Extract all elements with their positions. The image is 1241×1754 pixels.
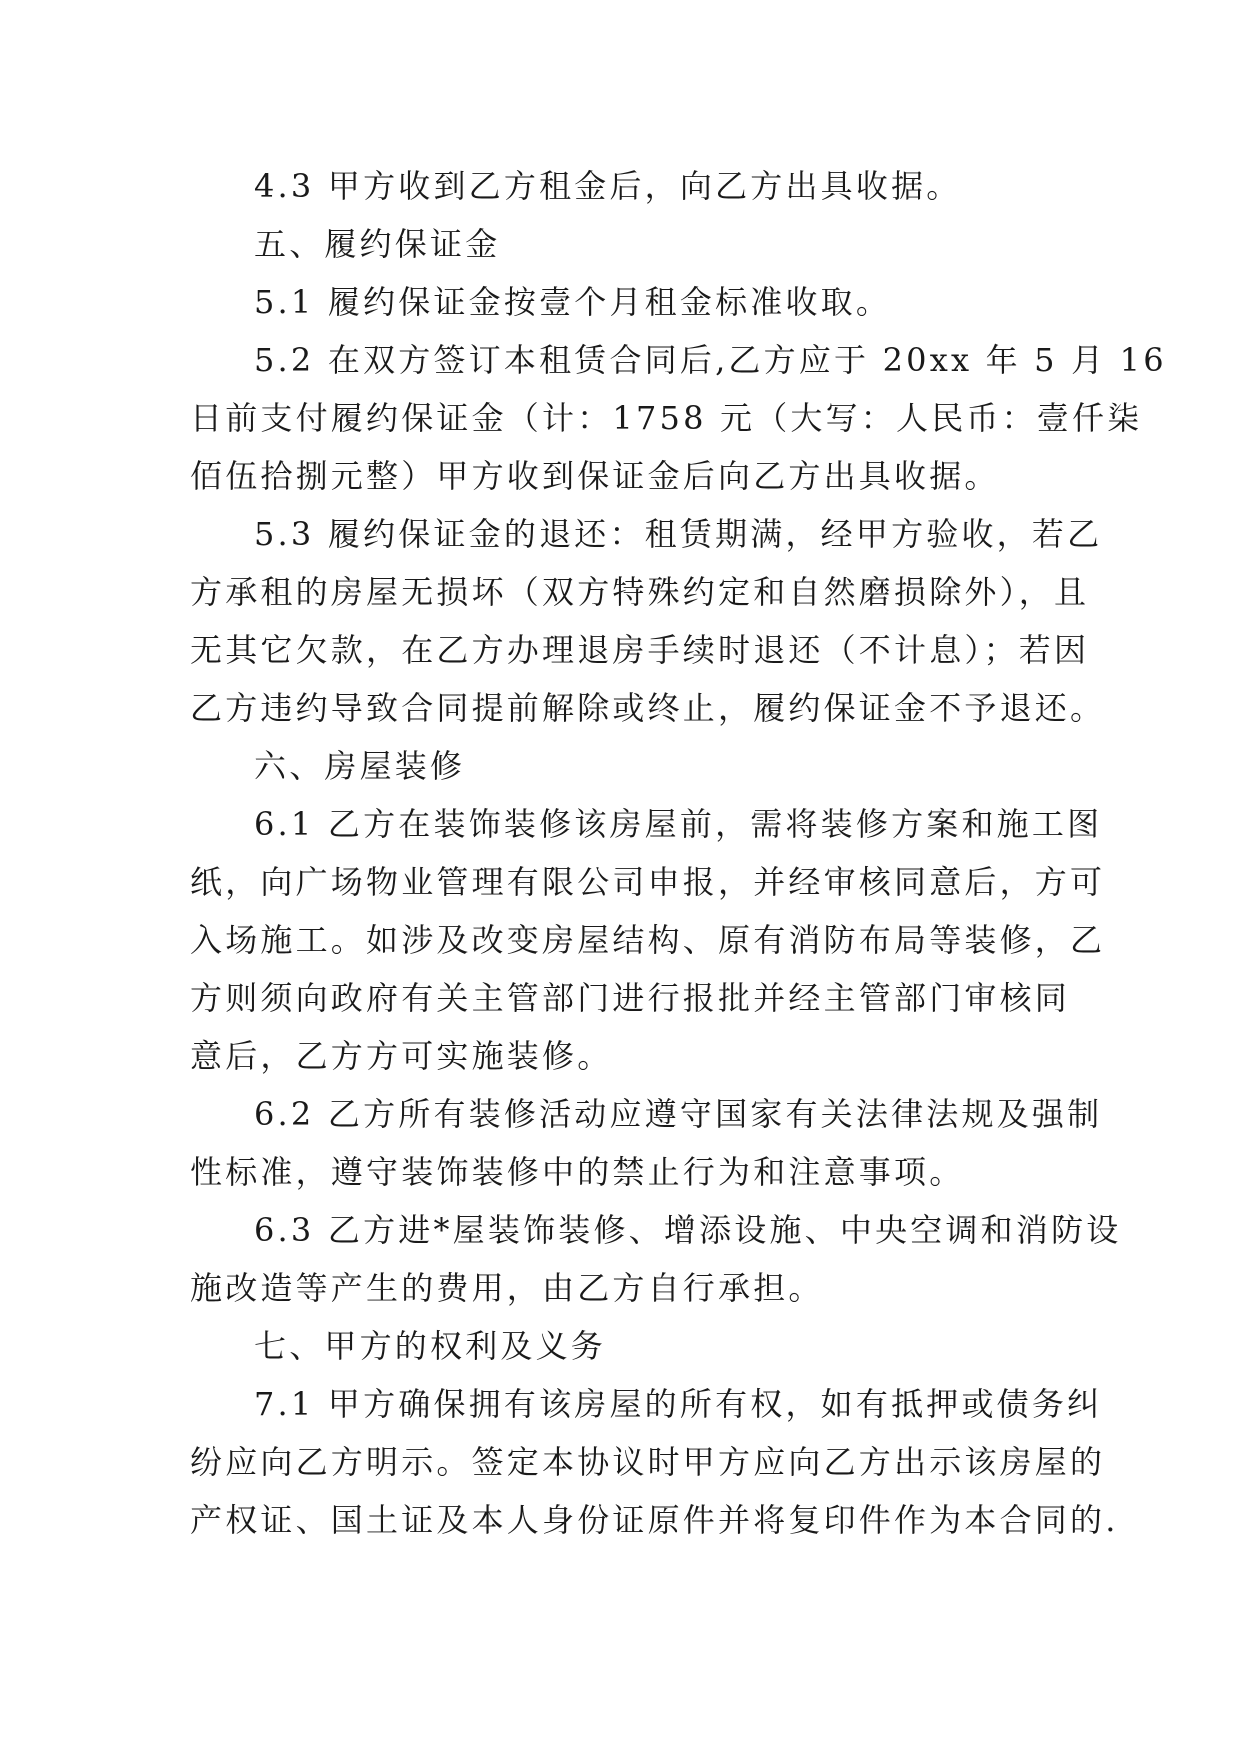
text-line: 6.1 乙方在装饰装修该房屋前，需将装修方案和施工图 xyxy=(254,805,1103,843)
text-line: 5.1 履约保证金按壹个月租金标准收取。 xyxy=(254,283,892,321)
text-line: 施改造等产生的费用，由乙方自行承担。 xyxy=(190,1269,824,1307)
text-line: 6.2 乙方所有装修活动应遵守国家有关法律法规及强制 xyxy=(254,1095,1103,1133)
document-body xyxy=(190,157,1167,1549)
text-line: 无其它欠款，在乙方办理退房手续时退还（不计息）；若因 xyxy=(190,631,1090,669)
clause-5-2 xyxy=(190,331,1167,505)
text-line: 性标准，遵守装饰装修中的禁止行为和注意事项。 xyxy=(190,1153,965,1191)
section-heading-5 xyxy=(190,215,1050,273)
text-line: 纷应向乙方明示。签定本协议时甲方应向乙方出示该房屋的 xyxy=(190,1443,1106,1481)
section-heading-6 xyxy=(190,737,1050,795)
text-line: 7.1 甲方确保拥有该房屋的所有权，如有抵押或债务纠 xyxy=(254,1385,1103,1423)
text-line: 乙方违约导致合同提前解除或终止，履约保证金不予退还。 xyxy=(190,689,1106,727)
text-line: 意后，乙方方可实施装修。 xyxy=(190,1037,613,1075)
text-line: 日前支付履约保证金（计：1758 元（大写：人民币：壹仟柒 xyxy=(190,399,1143,437)
text-line: 4.3 甲方收到乙方租金后，向乙方出具收据。 xyxy=(254,167,962,205)
text-line: 佰伍拾捌元整）甲方收到保证金后向乙方出具收据。 xyxy=(190,457,1000,495)
text-line: 方则须向政府有关主管部门进行报批并经主管部门审核同 xyxy=(190,979,1071,1017)
text-line: 入场施工。如涉及改变房屋结构、原有消防布局等装修，乙 xyxy=(190,921,1106,959)
clause-5-1 xyxy=(190,273,1050,331)
clause-5-3 xyxy=(190,505,1106,737)
section-heading-7 xyxy=(190,1317,1050,1375)
clause-7-1 xyxy=(190,1375,1119,1549)
text-line: 方承租的房屋无损坏（双方特殊约定和自然磨损除外），且 xyxy=(190,573,1090,611)
clause-4-3 xyxy=(190,157,1050,215)
text-line: 五、履约保证金 xyxy=(254,225,501,263)
text-line: 七、甲方的权利及义务 xyxy=(254,1327,607,1365)
text-line: 六、房屋装修 xyxy=(254,747,466,785)
text-line: 5.3 履约保证金的退还：租赁期满，经甲方验收，若乙 xyxy=(254,515,1103,553)
clause-6-2 xyxy=(190,1085,1103,1201)
text-line: 5.2 在双方签订本租赁合同后,乙方应于 20xx 年 5 月 16 xyxy=(254,341,1167,379)
clause-6-1 xyxy=(190,795,1106,1085)
text-line: 纸，向广场物业管理有限公司申报，并经审核同意后，方可 xyxy=(190,863,1106,901)
text-line: 产权证、国土证及本人身份证原件并将复印件作为本合同的. xyxy=(190,1501,1119,1539)
text-line: 6.3 乙方进*屋装饰装修、增添设施、中央空调和消防设 xyxy=(254,1211,1122,1249)
clause-6-3 xyxy=(190,1201,1122,1317)
